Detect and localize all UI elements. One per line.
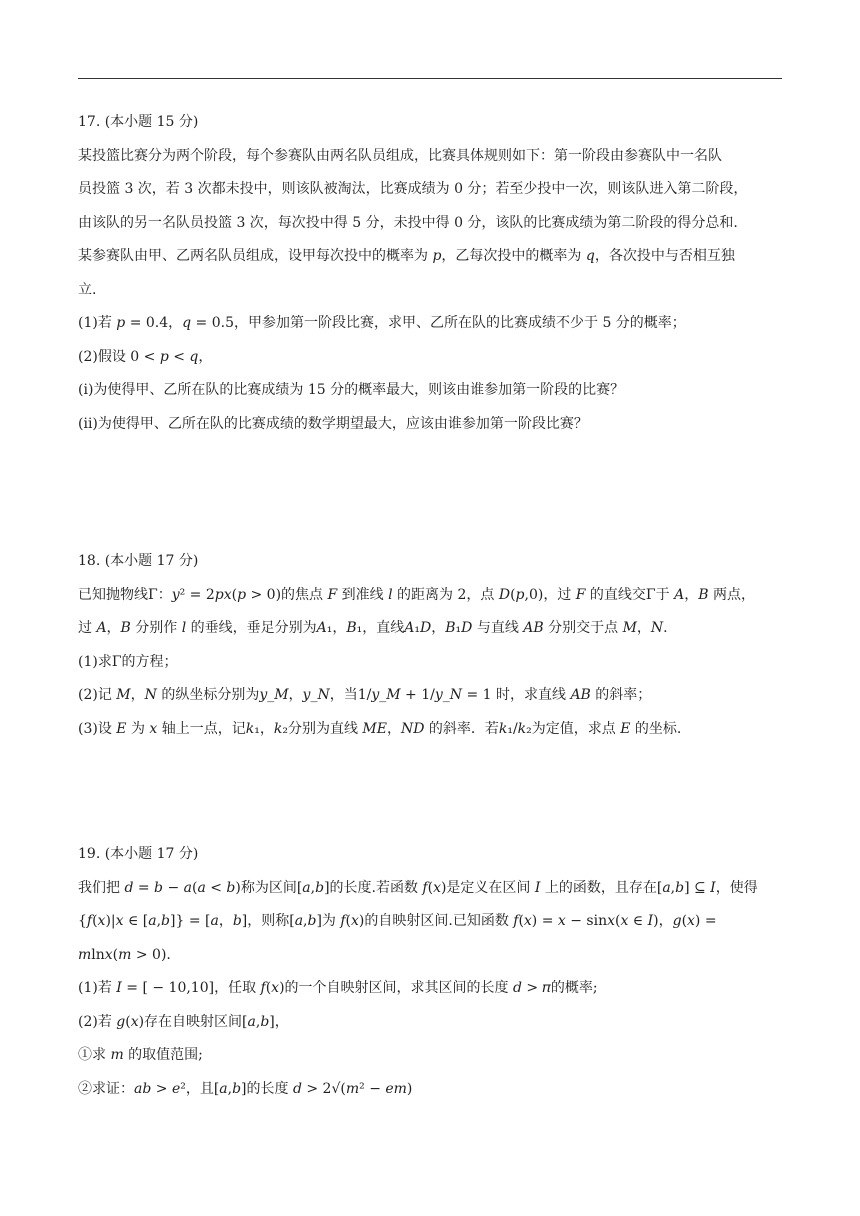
problem-line: 我们把 𝑑 = 𝑏 − 𝑎(𝑎 < 𝑏)称为区间[𝑎,𝑏]的长度.若函数 𝑓(𝑥)是定义在区间 𝐼 上的函数，且存在[𝑎,𝑏] ⊆ 𝐼，使得 [78, 879, 758, 896]
problem-19 [78, 838, 788, 1106]
problem-line: 已知抛物线Γ：𝑦² = 2𝑝𝑥(𝑝 > 0)的焦点 𝐹 到准线 𝑙 的距离为 2，点 𝐷(𝑝,0)，过 𝐹 的直线交Γ于 𝐴，𝐵 两点， [78, 586, 755, 603]
problem-18 [78, 545, 788, 746]
problem-heading: 19. (本小题 17 分) [78, 846, 199, 862]
problem-line: (3)设 𝐸 为 𝑥 轴上一点，记𝑘₁，𝑘₂分别为直线 𝑀𝐸，𝑁𝐷 的斜率．若𝑘₁/𝑘₂为定值，求点 𝐸 的坐标. [78, 720, 682, 737]
problem-line: 过 𝐴，𝐵 分别作 𝑙 的垂线，垂足分别为𝐴₁，𝐵₁，直线𝐴₁𝐷，𝐵₁𝐷 与直线 𝐴𝐵 分别交于点 𝑀，𝑁. [78, 620, 668, 636]
problem-line: ①求 𝑚 的取值范围; [78, 1047, 203, 1063]
problem-line: (1)若 𝐼 = [ − 10,10]，任取 𝑓(𝑥)的一个自映射区间，求其区间的长度 𝑑 > 𝜋的概率; [78, 980, 598, 996]
problem-line: 某参赛队由甲、乙两名队员组成，设甲每次投中的概率为 𝑝，乙每次投中的概率为 𝑞，各次投中与否相互独 [78, 248, 735, 264]
problem-line: ②求证：𝑎𝑏 > 𝑒²，且[𝑎,𝑏]的长度 𝑑 > 2√(𝑚² − 𝑒𝑚) [78, 1080, 413, 1097]
problem-line: 由该队的另一名队员投篮 3 次，每次投中得 5 分，未投中得 0 分，该队的比赛成绩为第二阶段的得分总和. [78, 214, 738, 231]
problem-line: (2)若 𝑔(𝑥)存在自映射区间[𝑎,𝑏]， [78, 1013, 289, 1030]
problem-line: {𝑓(𝑥)|𝑥 ∈ [𝑎,𝑏]} = [𝑎，𝑏]，则称[𝑎,𝑏]为 𝑓(𝑥)的自映射区间.已知函数 𝑓(𝑥) = 𝑥 − sin𝑥(𝑥 ∈ 𝐼)，𝑔(𝑥) = [78, 913, 717, 929]
problem-line: (2)假设 0 < 𝑝 < 𝑞， [78, 348, 213, 365]
problem-line: (1)若 𝑝 = 0.4，𝑞 = 0.5，甲参加第一阶段比赛，求甲、乙所在队的比赛成绩不少于 5 分的概率； [78, 315, 686, 331]
top-rule [78, 78, 782, 79]
problem-17 [78, 106, 788, 441]
problem-line: 员投篮 3 次，若 3 次都未投中，则该队被淘汰，比赛成绩为 0 分；若至少投中一次，则该队进入第二阶段， [78, 181, 748, 197]
problem-line: (ⅱ)为使得甲、乙所在队的比赛成绩的数学期望最大，应该由谁参加第一阶段比赛？ [78, 415, 588, 432]
problem-line: 立. [78, 281, 97, 298]
problem-line: 某投篮比赛分为两个阶段，每个参赛队由两名队员组成，比赛具体规则如下：第一阶段由参赛队中一名队 [78, 147, 722, 164]
problem-line: (ⅰ)为使得甲、乙所在队的比赛成绩为 15 分的概率最大，则该由谁参加第一阶段的比赛？ [78, 382, 625, 398]
problem-heading: 17. (本小题 15 分) [78, 114, 199, 130]
problem-line: (1)求Γ的方程； [78, 653, 178, 670]
problem-line: 𝑚ln𝑥(𝑚 > 0). [78, 946, 171, 963]
problem-heading: 18. (本小题 17 分) [78, 553, 199, 569]
problem-line: (2)记 𝑀，𝑁 的纵坐标分别为𝑦_𝑀，𝑦_𝑁，当1/𝑦_𝑀 + 1/𝑦_𝑁 = 1 时，求直线 𝐴𝐵 的斜率； [78, 687, 652, 703]
